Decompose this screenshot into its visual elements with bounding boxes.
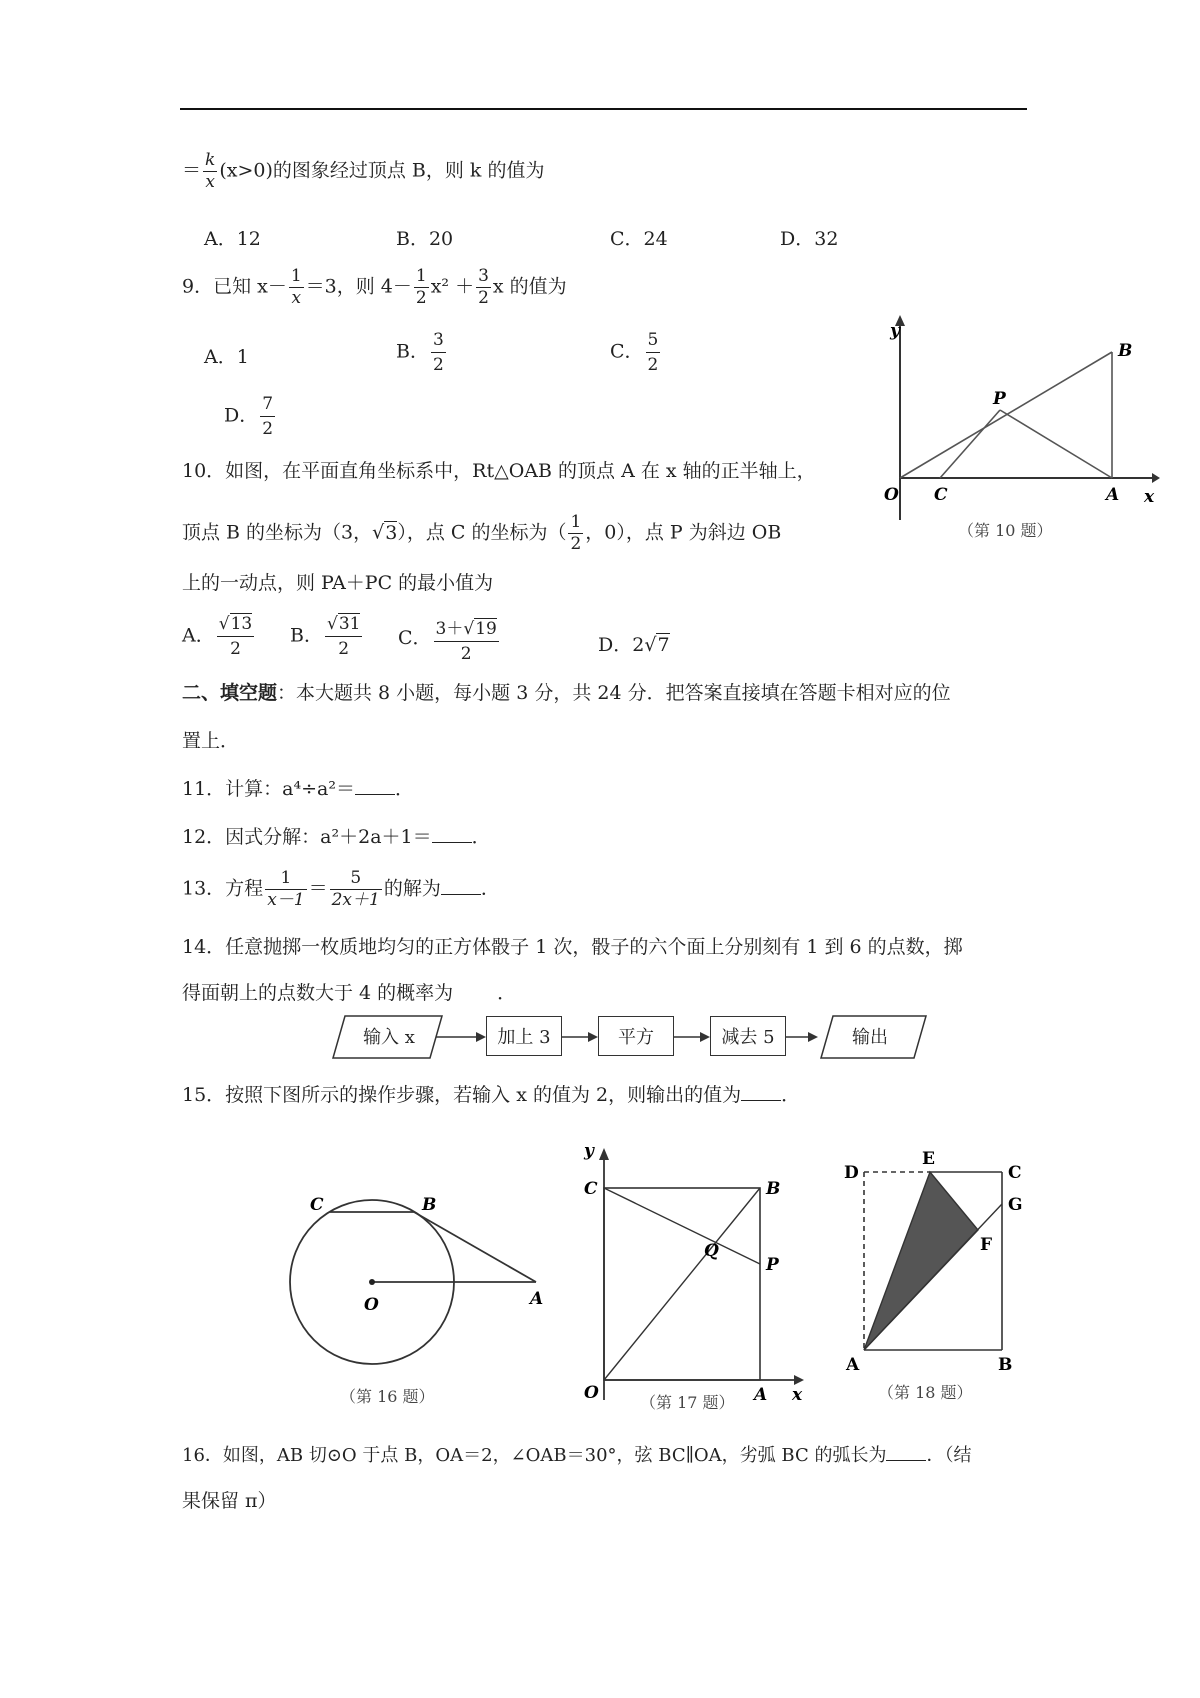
label-d: D (844, 1163, 859, 1183)
segment-pc (940, 410, 1000, 478)
q10-line1: 10．如图，在平面直角坐标系中，Rt△OAB 的顶点 A 在 x 轴的正半轴上， (182, 460, 816, 482)
shaded-triangle-aef (864, 1172, 978, 1350)
label-b: B (766, 1179, 781, 1199)
q10-option-a: A． $\frac{√13}{2}$ (182, 614, 253, 659)
flow-step-square: 平方 (598, 1016, 674, 1056)
q9-stem: 9．已知 x－ $\frac{1}{x}$ ＝3，则 4－ $\frac{1}{2}$ x² ＋ $\frac{3}{2}$ x 的值为 (182, 266, 567, 308)
segment-ab (414, 1212, 536, 1282)
label-c: C (584, 1179, 598, 1199)
answer-blank[interactable] (741, 1084, 781, 1101)
label-x: x (792, 1385, 803, 1405)
q10-figure (860, 310, 1160, 550)
q10-option-b: B． $\frac{√31}{2}$ (290, 614, 361, 659)
q8-option-c: C．24 (610, 228, 668, 250)
q14-line1: 14．任意抛掷一枚质地均匀的正方体骰子 1 次，骰子的六个面上分别刻有 1 到 6 的点数，掷 (182, 936, 963, 958)
label-o: O (884, 485, 899, 505)
fig18 (834, 1148, 1034, 1410)
label-c: C (934, 485, 948, 505)
diagonal-ob (604, 1188, 760, 1380)
q8-option-b: B．20 (396, 228, 454, 250)
center-dot (369, 1279, 375, 1285)
q10-caption: （第 10 题） (958, 521, 1053, 540)
flow-step-add3: 加上 3 (486, 1016, 562, 1056)
arrow-icon (700, 1032, 710, 1042)
segment-cp (604, 1188, 760, 1264)
section2-line1: 二、填空题：本大题共 8 小题，每小题 3 分，共 24 分．把答案直接填在答题卡相对应的位 (182, 682, 951, 704)
x-axis-arrow (1152, 473, 1160, 483)
header-rule (180, 108, 1027, 110)
arrow-icon (808, 1032, 818, 1042)
q12: 12．因式分解：a²＋2a＋1＝ ． (182, 826, 491, 848)
q9-option-a: A．1 (204, 346, 249, 368)
answer-blank[interactable] (886, 1444, 926, 1461)
q8-option-a: A．12 (204, 228, 261, 250)
fig17 (562, 1140, 824, 1420)
arrow-icon (476, 1032, 486, 1042)
q9-option-d: D． $\frac{7}{2}$ (224, 394, 274, 439)
label-b: B (422, 1195, 437, 1215)
label-a: A (754, 1385, 768, 1405)
flow-step-minus5: 减去 5 (710, 1016, 786, 1056)
segment-pa (1000, 410, 1112, 478)
q10-option-d: D．2√7 (598, 634, 670, 656)
flow-step-output: 输出 (852, 1027, 888, 1048)
label-o: O (364, 1295, 379, 1315)
q10-line2: 顶点 B 的坐标为（3，√3），点 C 的坐标为（ $\frac{1}{2}$ ，0），点 P 为斜边 OB (182, 512, 782, 554)
label-p: P (766, 1255, 779, 1275)
flow-step-input: 输入 x (363, 1027, 415, 1048)
label-q: Q (704, 1241, 719, 1261)
q11: 11．计算：a⁴÷a²＝ ． (182, 778, 415, 800)
q16-line1: 16．如图，AB 切⊙O 于点 B，OA＝2，∠OAB＝30°，弦 BC∥OA，劣弧 BC 的弧长为 ．（结 (182, 1445, 972, 1466)
label-y: y (584, 1141, 594, 1161)
label-c: C (310, 1195, 324, 1215)
label-e: E (922, 1149, 935, 1169)
q16-line2: 果保留 π） (182, 1490, 277, 1512)
label-f: F (980, 1235, 993, 1255)
q8-option-d: D．32 (780, 228, 839, 250)
label-g: G (1008, 1195, 1023, 1215)
label-x: x (1144, 487, 1155, 507)
x-axis-arrow (794, 1375, 804, 1385)
q9-option-b: B． $\frac{3}{2}$ (396, 330, 444, 375)
q14-line2: 得面朝上的点数大于 4 的概率为 ． (182, 982, 517, 1004)
answer-blank[interactable] (432, 826, 472, 843)
q8-stem: ＝ $\frac{k}{x}$ (x>0)的图象经过顶点 B，则 k 的值为 (182, 150, 545, 192)
y-axis-arrow (599, 1148, 609, 1160)
label-a: A (846, 1355, 860, 1375)
label-b: B (998, 1355, 1013, 1375)
label-o: O (584, 1383, 599, 1403)
q9-option-c: C． $\frac{5}{2}$ (610, 330, 659, 375)
label-a: A (1106, 485, 1120, 505)
q10-line3: 上的一动点，则 PA＋PC 的最小值为 (182, 572, 494, 594)
section2-line2: 置上． (182, 730, 240, 752)
q10-option-c: C． $\frac{3+√19}{2}$ (398, 614, 501, 664)
fig16 (280, 1170, 560, 1420)
fig16-caption: （第 16 题） (340, 1387, 435, 1406)
q13: 13．方程 $\frac{1}{x-1}$ ＝ $\frac{5}{2x+1}$ 的解为 ． (182, 868, 500, 910)
answer-blank[interactable] (441, 878, 481, 895)
label-y: y (890, 321, 900, 341)
label-c: C (1008, 1163, 1022, 1183)
label-a: A (530, 1289, 544, 1309)
arrow-icon (588, 1032, 598, 1042)
fig17-caption: （第 17 题） (640, 1393, 735, 1412)
fig18-caption: （第 18 题） (878, 1383, 973, 1402)
label-b: B (1118, 341, 1133, 361)
q15: 15．按照下图所示的操作步骤，若输入 x 的值为 2，则输出的值为 ． (182, 1084, 801, 1106)
answer-blank[interactable] (355, 778, 395, 795)
label-p: P (993, 389, 1006, 409)
